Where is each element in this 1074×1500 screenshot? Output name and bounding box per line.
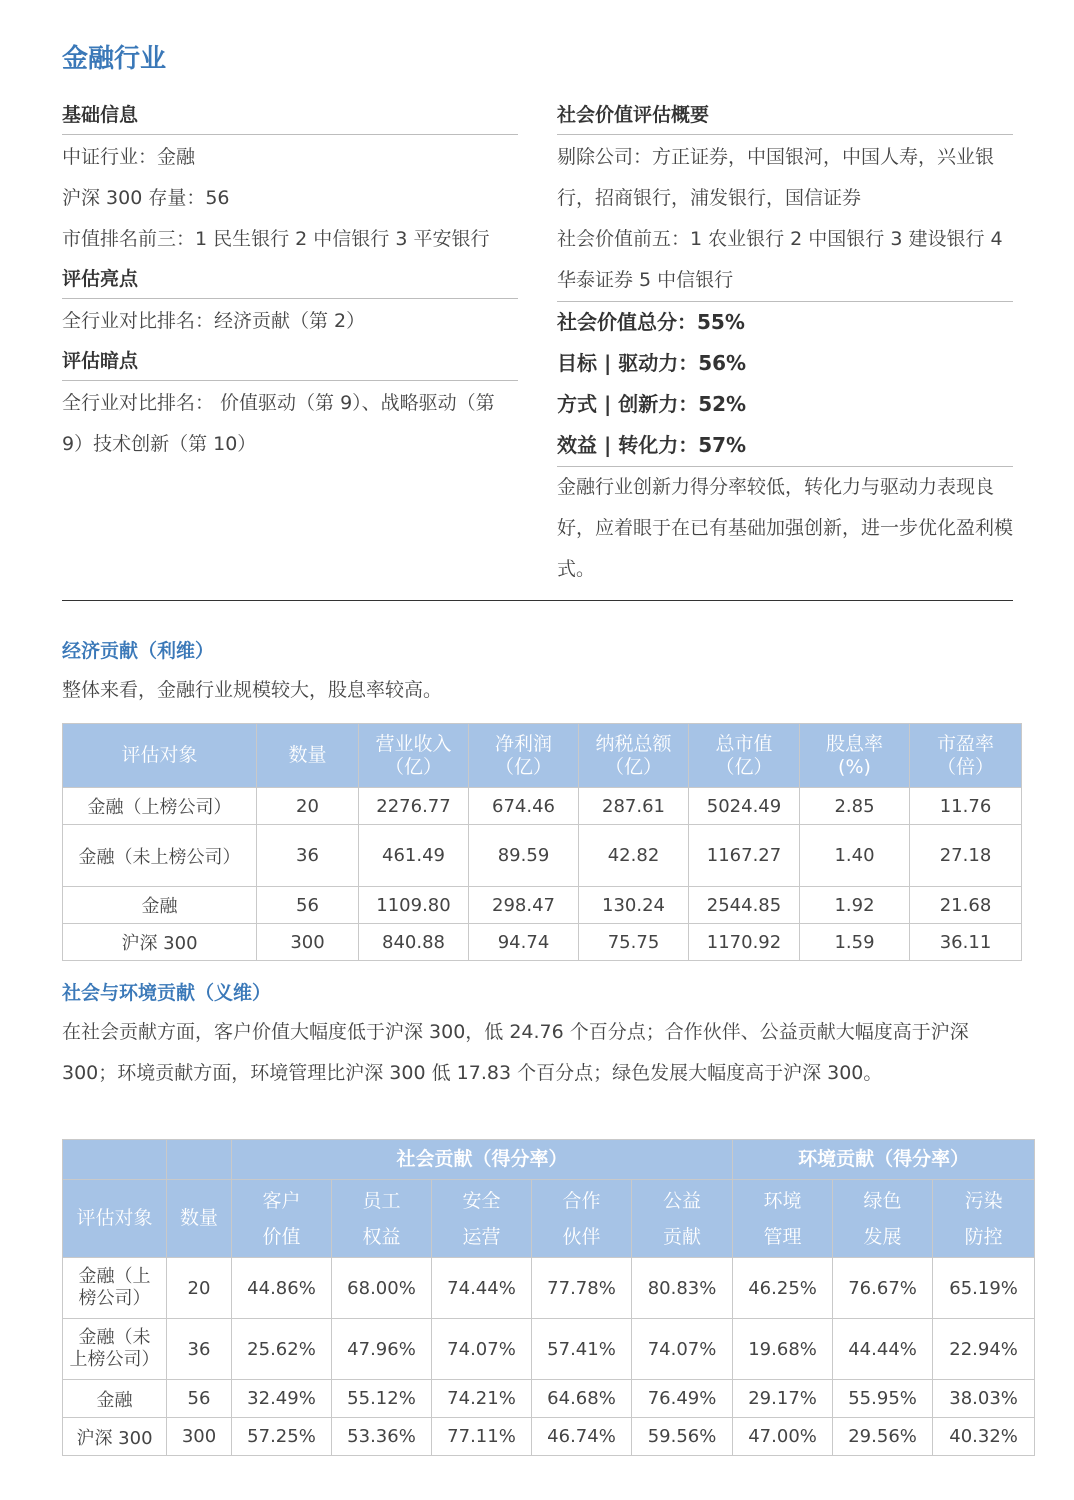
table-cell: 47.00% bbox=[733, 1418, 833, 1456]
basic-info-line: 沪深 300 存量：56 bbox=[62, 187, 230, 209]
right-column bbox=[557, 96, 1013, 590]
table-row bbox=[63, 1319, 1035, 1380]
highlights-heading: 评估亮点 bbox=[62, 260, 518, 299]
section-divider bbox=[62, 600, 1013, 601]
weaknesses-text: 全行业对比排名： 价值驱动（第 9）、战略驱动（第 9）技术创新（第 10） bbox=[62, 392, 495, 455]
table-cell: 76.67% bbox=[833, 1258, 933, 1319]
table-cell: 1109.80 bbox=[359, 887, 469, 924]
table-row bbox=[63, 1258, 1035, 1319]
table-cell: 298.47 bbox=[469, 887, 579, 924]
col-header: 市盈率 （倍） bbox=[910, 724, 1022, 788]
table-cell: 89.59 bbox=[469, 825, 579, 887]
table-cell: 1.59 bbox=[800, 924, 910, 961]
row-label: 金融（未 上榜公司） bbox=[63, 1319, 167, 1380]
table-row bbox=[63, 1380, 1035, 1418]
table-cell: 20 bbox=[257, 788, 359, 825]
col-header: 数量 bbox=[257, 724, 359, 788]
table-cell: 22.94% bbox=[933, 1319, 1035, 1380]
highlights-line: 全行业对比排名：经济贡献（第 2） bbox=[62, 310, 366, 332]
table-row bbox=[63, 887, 1022, 924]
table-cell: 461.49 bbox=[359, 825, 469, 887]
score-conversion: 效益 | 转化力：57% bbox=[557, 425, 1013, 467]
col-header: 总市值 （亿） bbox=[689, 724, 800, 788]
table-cell: 47.96% bbox=[332, 1319, 432, 1380]
table-cell: 59.56% bbox=[632, 1418, 733, 1456]
table-cell: 29.56% bbox=[833, 1418, 933, 1456]
table-cell: 20 bbox=[167, 1258, 232, 1319]
col-header: 评估对象 bbox=[63, 1180, 167, 1258]
table-cell: 74.07% bbox=[432, 1319, 532, 1380]
col-header: 员工 权益 bbox=[332, 1180, 432, 1258]
col-header: 数量 bbox=[167, 1180, 232, 1258]
table-cell: 38.03% bbox=[933, 1380, 1035, 1418]
table-cell: 840.88 bbox=[359, 924, 469, 961]
social-col-header-row bbox=[63, 1180, 1035, 1258]
weaknesses-heading: 评估暗点 bbox=[62, 342, 518, 381]
table-cell: 1167.27 bbox=[689, 825, 800, 887]
table-cell: 29.17% bbox=[733, 1380, 833, 1418]
col-header: 合作 伙伴 bbox=[532, 1180, 632, 1258]
group-header-env: 环境贡献（得分率） bbox=[733, 1140, 1035, 1180]
page-title: 金融行业 bbox=[62, 44, 167, 74]
col-header: 污染 防控 bbox=[933, 1180, 1035, 1258]
social-group-header-row bbox=[63, 1140, 1035, 1180]
table-cell: 65.19% bbox=[933, 1258, 1035, 1319]
table-cell: 25.62% bbox=[232, 1319, 332, 1380]
table-cell: 42.82 bbox=[579, 825, 689, 887]
table-cell: 5024.49 bbox=[689, 788, 800, 825]
table-cell: 沪深 300 bbox=[63, 924, 257, 961]
table-cell: 64.68% bbox=[532, 1380, 632, 1418]
table-cell: 300 bbox=[167, 1418, 232, 1456]
score-drive: 目标 | 驱动力：56% bbox=[557, 351, 747, 375]
economic-desc: 整体来看，金融行业规模较大，股息率较高。 bbox=[62, 679, 443, 701]
col-header: 客户 价值 bbox=[232, 1180, 332, 1258]
table-cell: 36 bbox=[167, 1319, 232, 1380]
col-header: 纳税总额 （亿） bbox=[579, 724, 689, 788]
table-row bbox=[63, 825, 1022, 887]
table-cell: 130.24 bbox=[579, 887, 689, 924]
table-cell: 11.76 bbox=[910, 788, 1022, 825]
table-cell: 55.95% bbox=[833, 1380, 933, 1418]
economic-header-row bbox=[63, 724, 1022, 788]
table-cell: 2276.77 bbox=[359, 788, 469, 825]
table-cell: 金融（未上榜公司） bbox=[63, 825, 257, 887]
table-cell: 19.68% bbox=[733, 1319, 833, 1380]
col-header: 净利润 （亿） bbox=[469, 724, 579, 788]
table-cell: 2.85 bbox=[800, 788, 910, 825]
blank-header bbox=[167, 1140, 232, 1180]
row-label: 金融 bbox=[63, 1380, 167, 1418]
excluded-companies: 剔除公司：方正证券，中国银河，中国人寿，兴业银行，招商银行，浦发银行，国信证券 bbox=[557, 146, 995, 209]
table-cell: 75.75 bbox=[579, 924, 689, 961]
col-header: 评估对象 bbox=[63, 724, 257, 788]
table-cell: 46.25% bbox=[733, 1258, 833, 1319]
economic-table bbox=[62, 723, 1022, 961]
top5-companies: 社会价值前五：1 农业银行 2 中国银行 3 建设银行 4 华泰证券 5 中信银行 bbox=[557, 219, 1013, 302]
table-cell: 76.49% bbox=[632, 1380, 733, 1418]
score-innovation: 方式 | 创新力：52% bbox=[557, 392, 747, 416]
table-cell: 74.21% bbox=[432, 1380, 532, 1418]
table-cell: 80.83% bbox=[632, 1258, 733, 1319]
table-cell: 2544.85 bbox=[689, 887, 800, 924]
table-cell: 27.18 bbox=[910, 825, 1022, 887]
table-cell: 1170.92 bbox=[689, 924, 800, 961]
col-header: 安全 运营 bbox=[432, 1180, 532, 1258]
col-header: 环境 管理 bbox=[733, 1180, 833, 1258]
col-header: 绿色 发展 bbox=[833, 1180, 933, 1258]
table-cell: 36 bbox=[257, 825, 359, 887]
col-header: 营业收入 （亿） bbox=[359, 724, 469, 788]
table-cell: 36.11 bbox=[910, 924, 1022, 961]
overview-heading: 社会价值评估概要 bbox=[557, 96, 1013, 135]
col-header: 公益 贡献 bbox=[632, 1180, 733, 1258]
table-cell: 21.68 bbox=[910, 887, 1022, 924]
table-cell: 56 bbox=[257, 887, 359, 924]
table-cell: 57.25% bbox=[232, 1418, 332, 1456]
table-cell: 74.44% bbox=[432, 1258, 532, 1319]
table-cell: 300 bbox=[257, 924, 359, 961]
table-cell: 77.11% bbox=[432, 1418, 532, 1456]
basic-info-heading: 基础信息 bbox=[62, 96, 518, 135]
table-cell: 1.40 bbox=[800, 825, 910, 887]
economic-title: 经济贡献（利维） bbox=[62, 640, 215, 662]
table-cell: 94.74 bbox=[469, 924, 579, 961]
table-row bbox=[63, 1418, 1035, 1456]
col-header: 股息率 (%) bbox=[800, 724, 910, 788]
table-cell: 674.46 bbox=[469, 788, 579, 825]
table-cell: 金融 bbox=[63, 887, 257, 924]
blank-header bbox=[63, 1140, 167, 1180]
table-cell: 68.00% bbox=[332, 1258, 432, 1319]
table-cell: 57.41% bbox=[532, 1319, 632, 1380]
table-cell: 1.92 bbox=[800, 887, 910, 924]
table-cell: 44.86% bbox=[232, 1258, 332, 1319]
table-row bbox=[63, 924, 1022, 961]
social-title: 社会与环境贡献（义维） bbox=[62, 982, 272, 1004]
social-desc: 在社会贡献方面，客户价值大幅度低于沪深 300，低 24.76 个百分点；合作伙伴、公益贡献大幅度高于沪深 300；环境贡献方面，环境管理比沪深 300 低 17.83 个百分点；绿色发展大幅度高于沪深 300。 bbox=[62, 1021, 969, 1084]
row-label: 沪深 300 bbox=[63, 1418, 167, 1456]
table-cell: 56 bbox=[167, 1380, 232, 1418]
table-cell: 53.36% bbox=[332, 1418, 432, 1456]
table-cell: 55.12% bbox=[332, 1380, 432, 1418]
score-total: 社会价值总分：55% bbox=[557, 310, 745, 334]
table-cell: 46.74% bbox=[532, 1418, 632, 1456]
overview-summary: 金融行业创新力得分率较低，转化力与驱动力表现良好，应着眼于在已有基础加强创新，进一步优化盈利模式。 bbox=[557, 476, 1014, 580]
table-row bbox=[63, 788, 1022, 825]
table-cell: 287.61 bbox=[579, 788, 689, 825]
table-cell: 44.44% bbox=[833, 1319, 933, 1380]
table-cell: 32.49% bbox=[232, 1380, 332, 1418]
social-table bbox=[62, 1139, 1035, 1456]
table-cell: 40.32% bbox=[933, 1418, 1035, 1456]
table-cell: 74.07% bbox=[632, 1319, 733, 1380]
table-cell: 77.78% bbox=[532, 1258, 632, 1319]
row-label: 金融（上 榜公司） bbox=[63, 1258, 167, 1319]
group-header-social: 社会贡献（得分率） bbox=[232, 1140, 733, 1180]
table-cell: 金融（上榜公司） bbox=[63, 788, 257, 825]
basic-info-line: 中证行业：金融 bbox=[62, 146, 196, 168]
basic-info-line: 市值排名前三：1 民生银行 2 中信银行 3 平安银行 bbox=[62, 228, 490, 250]
left-column bbox=[62, 96, 518, 465]
